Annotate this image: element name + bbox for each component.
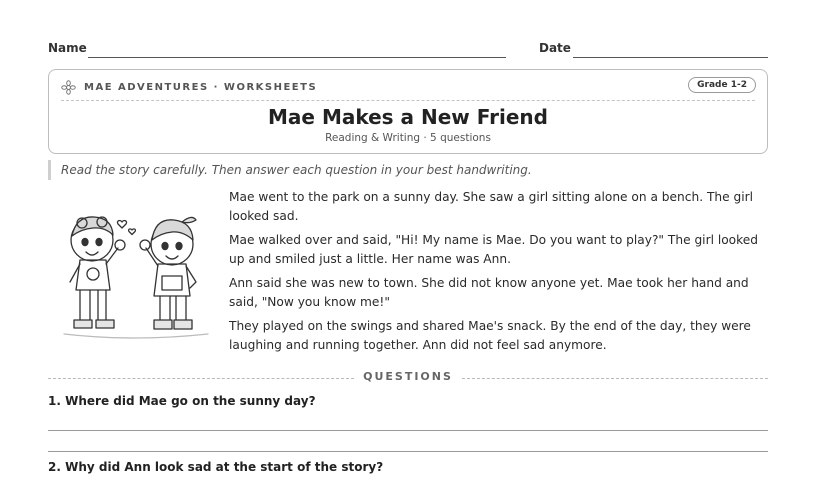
brand	[61, 79, 317, 95]
date-field-line	[573, 57, 768, 58]
question-number: 1.	[48, 394, 61, 408]
story-paragraph: Mae walked over and said, "Hi! My name is Mae. Do you want to play?" The girl looked up and smiled just a little. Her name was Ann.	[229, 233, 758, 266]
worksheet-page	[48, 0, 768, 491]
questions-heading: QUESTIONS	[363, 370, 453, 383]
name-field-line	[88, 57, 506, 58]
divider-dash-right	[462, 378, 768, 379]
date-label: Date	[539, 41, 571, 55]
flower-icon	[61, 80, 76, 95]
story-paragraph: They played on the swings and shared Mae's snack. By the end of the day, they were laughing and running together. Ann did not feel sad anymore.	[229, 319, 751, 352]
brand-text: MAE ADVENTURES · WORKSHEETS	[84, 81, 318, 93]
question-1	[48, 394, 316, 408]
question-2	[48, 460, 383, 474]
worksheet-title: Mae Makes a New Friend	[268, 105, 548, 129]
card-divider	[61, 100, 755, 101]
story-text	[229, 188, 769, 360]
answer-line	[48, 430, 768, 431]
answer-line	[48, 451, 768, 452]
instructions: Read the story carefully. Then answer each question in your best handwriting.	[48, 160, 532, 180]
name-label: Name	[48, 41, 87, 55]
grade-badge: Grade 1-2	[688, 77, 756, 93]
name-date-row	[48, 41, 768, 61]
story-paragraph: Mae went to the park on a sunny day. She saw a girl sitting alone on a bench. The girl looked sad.	[229, 190, 754, 223]
header-card	[48, 69, 768, 154]
story-paragraph: Ann said she was new to town. She did not know anyone yet. Mae took her hand and said, "Now you know me!"	[229, 276, 749, 309]
question-text: Where did Mae go on the sunny day?	[65, 394, 316, 408]
question-text: Why did Ann look sad at the start of the story?	[65, 460, 384, 474]
questions-divider	[48, 370, 768, 386]
two-girls-waving-illustration	[60, 200, 212, 346]
question-number: 2.	[48, 460, 61, 474]
worksheet-subtitle: Reading & Writing · 5 questions	[325, 132, 491, 144]
